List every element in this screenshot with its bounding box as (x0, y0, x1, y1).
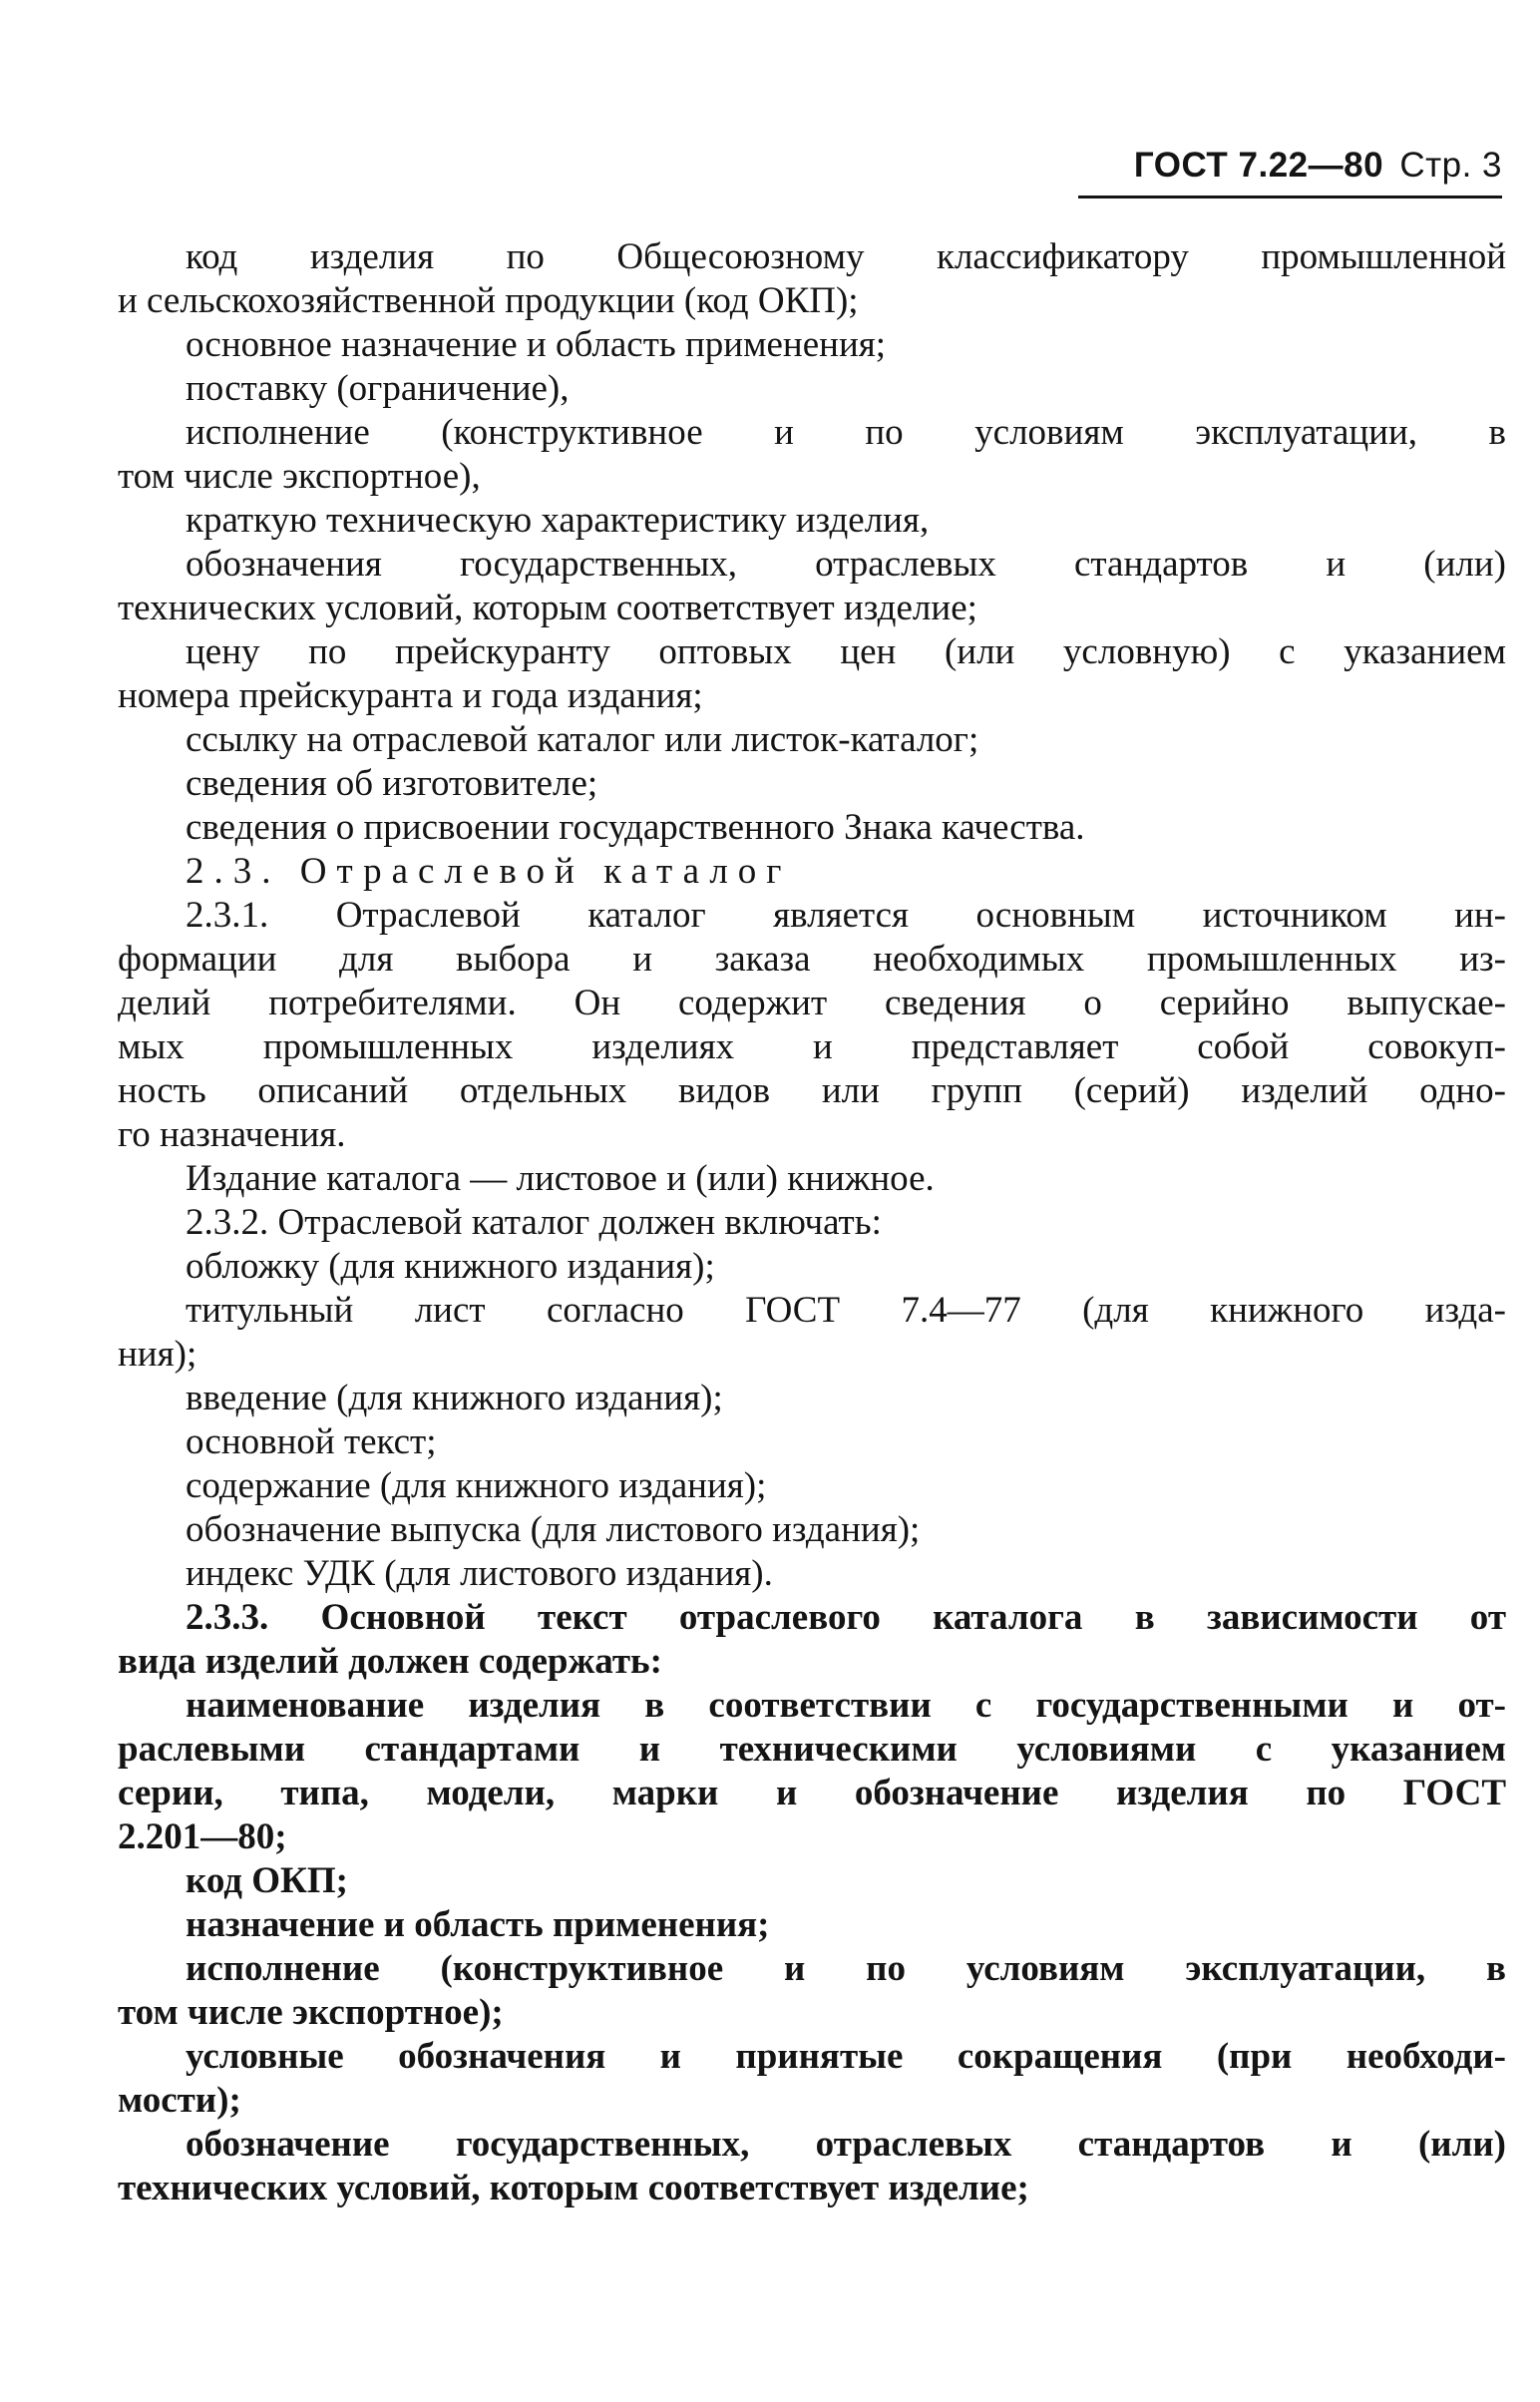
page-number: Стр. 3 (1399, 146, 1502, 185)
text-line: раслевыми стандартами и техническими условиями с указанием (118, 1729, 1506, 1770)
text-line: титульный лист согласно ГОСТ 7.4—77 (для книжного изда- (186, 1290, 1506, 1331)
text-line: наименование изделия в соответствии с государственными и от- (186, 1685, 1506, 1726)
text-line: основное назначение и область применения; (186, 324, 887, 365)
text-line: 2.201—80; (118, 1816, 287, 1857)
text-line: сведения об изготовителе; (186, 763, 598, 804)
page-header (1073, 146, 1502, 186)
text-line: формации для выбора и заказа необходимых промышленных из- (118, 939, 1506, 980)
text-line: 2.3.1. Отраслевой каталог является основным источником ин- (186, 895, 1506, 936)
body-text (118, 235, 1506, 2210)
text-line: 2.3.3. Основной текст отраслевого каталога в зависимости от (186, 1597, 1506, 1638)
text-line: вида изделий должен содержать: (118, 1641, 662, 1682)
header-rule (1078, 196, 1502, 199)
text-line: назначение и область применения; (186, 1904, 770, 1945)
text-line: Издание каталога — листовое и (или) книжное. (186, 1158, 935, 1199)
text-line: сведения о присвоении государственного Знака качества. (186, 807, 1085, 848)
text-line: поставку (ограничение), (186, 368, 570, 409)
text-line: обозначение государственных, отраслевых стандартов и (или) (186, 2124, 1506, 2165)
text-line: обложку (для книжного издания); (186, 1246, 715, 1287)
text-line: исполнение (конструктивное и по условиям эксплуатации, в (186, 1948, 1506, 1989)
text-line: код изделия по Общесоюзному классификатору промышленной (186, 236, 1506, 277)
text-line: технических условий, которым соответствует изделие; (118, 588, 977, 628)
text-line: серии, типа, модели, марки и обозначение изделия по ГОСТ (118, 1773, 1506, 1813)
standard-number: ГОСТ 7.22—80 (1133, 146, 1384, 185)
text-line: введение (для книжного издания); (186, 1378, 723, 1418)
text-line: и сельскохозяйственной продукции (код ОКП); (118, 280, 859, 321)
text-line: краткую техническую характеристику изделия, (186, 500, 930, 541)
text-line: 2.3.2. Отраслевой каталог должен включать: (186, 1202, 882, 1243)
text-line: ния); (118, 1334, 197, 1375)
text-line: технических условий, которым соответствует изделие; (118, 2168, 1029, 2208)
text-line: индекс УДК (для листового издания). (186, 1553, 773, 1594)
text-line: том числе экспортное), (118, 456, 481, 497)
text-line: го назначения. (118, 1114, 346, 1155)
text-line: том числе экспортное); (118, 1992, 504, 2033)
text-line: код ОКП; (186, 1860, 348, 1901)
text-line: обозначения государственных, отраслевых стандартов и (или) (186, 544, 1506, 585)
text-line: мости); (118, 2080, 241, 2121)
text-line: ность описаний отдельных видов или групп (серий) изделий одно- (118, 1070, 1506, 1111)
text-line: основной текст; (186, 1421, 437, 1462)
text-line: делий потребителями. Он содержит сведения о серийно выпускае- (118, 983, 1506, 1023)
text-line: номера прейскуранта и года издания; (118, 675, 703, 716)
text-line: ссылку на отраслевой каталог или листок-каталог; (186, 719, 979, 760)
text-line: содержание (для книжного издания); (186, 1465, 767, 1506)
text-line: обозначение выпуска (для листового издания); (186, 1509, 921, 1550)
text-line: исполнение (конструктивное и по условиям эксплуатации, в (186, 412, 1506, 453)
text-line: цену по прейскуранту оптовых цен (или условную) с указанием (186, 631, 1506, 672)
text-line: условные обозначения и принятые сокращения (при необходи- (186, 2036, 1506, 2077)
section-heading: 2.3. Отраслевой каталог (186, 851, 792, 892)
text-line: мых промышленных изделиях и представляет собой совокуп- (118, 1026, 1506, 1067)
